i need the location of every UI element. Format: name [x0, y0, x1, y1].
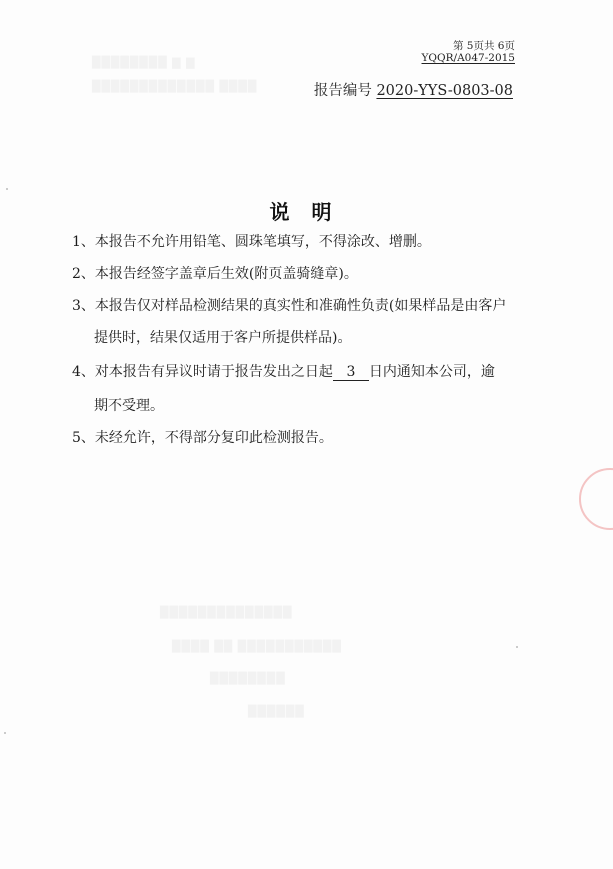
scan-speck: [516, 646, 518, 648]
note-item-5: 5、未经允许，不得部分复印此检测报告。: [72, 430, 333, 446]
note-item-4-text-b: 日内通知本公司，逾: [368, 364, 495, 380]
note-item-1: 1、本报告不允许用铅笔、圆珠笔填写，不得涂改、增删。: [72, 234, 431, 250]
show-through-text: ██████: [248, 705, 305, 718]
objection-days-value: 3: [333, 364, 369, 381]
document-code: YQQR/A047-2015: [421, 52, 515, 64]
show-through-text: ████████ ▇ ▇: [92, 56, 196, 69]
note-item-2: 2、本报告经签字盖章后生效(附页盖骑缝章)。: [72, 266, 358, 282]
note-item-4-text-a: 4、对本报告有异议时请于报告发出之日起: [72, 364, 333, 380]
note-item-3: 3、本报告仅对样品检测结果的真实性和准确性负责(如果样品是由客户: [72, 298, 507, 314]
seal-edge: [579, 468, 613, 530]
report-number-value: 2020-YYS-0803-08: [376, 83, 513, 99]
show-through-text: ████ ██ ███████████: [172, 640, 342, 653]
note-item-3-continued: 提供时，结果仅适用于客户所提供样品)。: [94, 330, 352, 346]
note-item-4-continued: 期不受理。: [94, 398, 164, 414]
page-number: 第 5页共 6页: [452, 40, 515, 52]
show-through-text: ████████: [210, 672, 286, 685]
note-item-4: [72, 362, 495, 382]
scan-speck: [6, 188, 8, 190]
report-number: [314, 79, 513, 100]
scan-speck: [4, 732, 6, 734]
report-number-label: 报告编号: [313, 83, 372, 99]
show-through-text: ██████████████: [160, 606, 293, 619]
page-title: 说明: [269, 200, 354, 224]
show-through-text: █████████████ ████: [92, 80, 258, 93]
